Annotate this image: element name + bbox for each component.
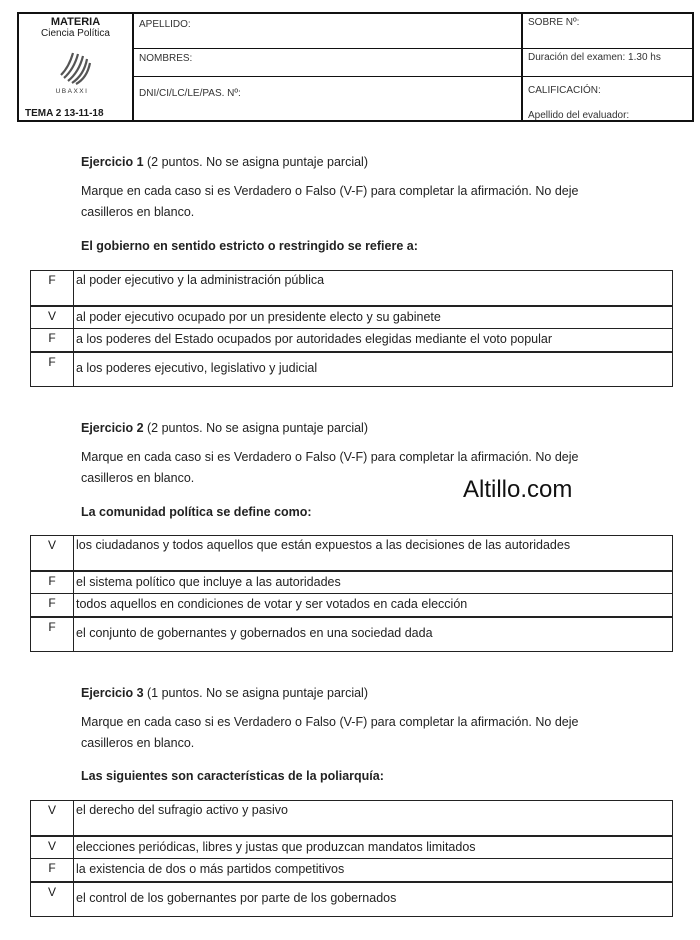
header-divider bbox=[132, 48, 692, 49]
answer-row bbox=[31, 271, 672, 305]
answer-row bbox=[31, 570, 672, 593]
apellido-field[interactable]: APELLIDO: bbox=[139, 19, 191, 30]
answer-text: el control de los gobernantes por parte de los gobernados bbox=[76, 891, 397, 905]
answer-row bbox=[31, 801, 672, 835]
nombres-field[interactable]: NOMBRES: bbox=[139, 53, 193, 64]
answer-table bbox=[30, 535, 673, 652]
answer-mark[interactable]: F bbox=[48, 861, 56, 875]
answer-text: el conjunto de gobernantes y gobernados en una sociedad dada bbox=[76, 626, 433, 640]
answer-mark[interactable]: F bbox=[48, 355, 56, 369]
header-divider bbox=[132, 14, 134, 120]
answer-mark[interactable]: V bbox=[47, 839, 56, 853]
answer-mark[interactable]: V bbox=[47, 803, 56, 817]
answer-text: al poder ejecutivo y la administración pública bbox=[76, 273, 325, 287]
answer-text: todos aquellos en condiciones de votar y ser votados en cada elección bbox=[76, 597, 468, 611]
exercise-instructions: casilleros en blanco. bbox=[81, 736, 195, 750]
exercise-instructions: Marque en cada caso si es Verdadero o Falso (V-F) para completar la afirmación. No deje bbox=[81, 715, 579, 729]
exercise-question: La comunidad política se define como: bbox=[81, 505, 312, 519]
answer-text: los ciudadanos y todos aquellos que están expuestos a las decisiones de las autoridades bbox=[76, 538, 571, 552]
subject-name: Ciencia Política bbox=[41, 28, 110, 39]
answer-row bbox=[31, 305, 672, 328]
subject-block bbox=[19, 16, 132, 39]
sobre-field[interactable]: SOBRE Nº: bbox=[528, 17, 580, 28]
exercise-instructions: Marque en cada caso si es Verdadero o Falso (V-F) para completar la afirmación. No deje bbox=[81, 450, 579, 464]
answer-row bbox=[31, 835, 672, 858]
answer-text: al poder ejecutivo ocupado por un presidente electo y su gabinete bbox=[76, 310, 441, 324]
answer-mark[interactable]: F bbox=[48, 273, 56, 287]
answer-table bbox=[30, 800, 673, 917]
answer-mark[interactable]: F bbox=[48, 620, 56, 634]
answer-row bbox=[31, 616, 672, 651]
answer-row bbox=[31, 351, 672, 386]
exercise-heading: Ejercicio 1 (2 puntos. No se asigna puntaje parcial) bbox=[81, 155, 368, 169]
exercise-instructions: casilleros en blanco. bbox=[81, 205, 195, 219]
answer-row bbox=[31, 593, 672, 616]
answer-mark[interactable]: F bbox=[48, 596, 56, 610]
exercise-instructions: Marque en cada caso si es Verdadero o Falso (V-F) para completar la afirmación. No deje bbox=[81, 184, 579, 198]
ubaxxi-logo bbox=[47, 47, 97, 95]
exam-header bbox=[17, 12, 694, 122]
exercise-heading: Ejercicio 3 (1 puntos. No se asigna puntaje parcial) bbox=[81, 686, 368, 700]
answer-row bbox=[31, 858, 672, 881]
calificacion-field[interactable]: CALIFICACIÓN: bbox=[528, 85, 601, 96]
answer-mark[interactable]: V bbox=[47, 309, 56, 323]
answer-row bbox=[31, 328, 672, 351]
answer-text: a los poderes ejecutivo, legislativo y judicial bbox=[76, 361, 318, 375]
exercise-instructions: casilleros en blanco. bbox=[81, 471, 195, 485]
answer-text: la existencia de dos o más partidos competitivos bbox=[76, 862, 345, 876]
answer-table bbox=[30, 270, 673, 387]
answer-text: elecciones periódicas, libres y justas que produzcan mandatos limitados bbox=[76, 840, 476, 854]
exercise-question: Las siguientes son características de la poliarquía: bbox=[81, 769, 384, 783]
header-divider bbox=[521, 14, 523, 120]
answer-row bbox=[31, 536, 672, 570]
answer-mark[interactable]: F bbox=[48, 331, 56, 345]
tema-date: TEMA 2 13-11-18 bbox=[25, 108, 104, 119]
answer-mark[interactable]: V bbox=[47, 538, 56, 552]
watermark: Altillo.com bbox=[463, 476, 573, 503]
answer-row bbox=[31, 881, 672, 916]
exercise-heading: Ejercicio 2 (2 puntos. No se asigna puntaje parcial) bbox=[81, 421, 368, 435]
header-divider bbox=[132, 76, 692, 77]
subject-title: MATERIA bbox=[50, 16, 101, 28]
evaluador-field[interactable]: Apellido del evaluador: bbox=[528, 110, 630, 121]
answer-mark[interactable]: V bbox=[47, 885, 56, 899]
dni-field[interactable]: DNI/CI/LC/LE/PAS. Nº: bbox=[139, 88, 241, 99]
svg-text:UBAXXI: UBAXXI bbox=[55, 88, 89, 95]
exercise-question: El gobierno en sentido estricto o restringido se refiere a: bbox=[81, 239, 418, 253]
answer-mark[interactable]: F bbox=[48, 574, 56, 588]
duracion-label: Duración del examen: 1.30 hs bbox=[528, 52, 661, 63]
answer-text: a los poderes del Estado ocupados por autoridades elegidas mediante el voto popular bbox=[76, 332, 553, 346]
answer-text: el sistema político que incluye a las autoridades bbox=[76, 575, 341, 589]
answer-text: el derecho del sufragio activo y pasivo bbox=[76, 803, 288, 817]
